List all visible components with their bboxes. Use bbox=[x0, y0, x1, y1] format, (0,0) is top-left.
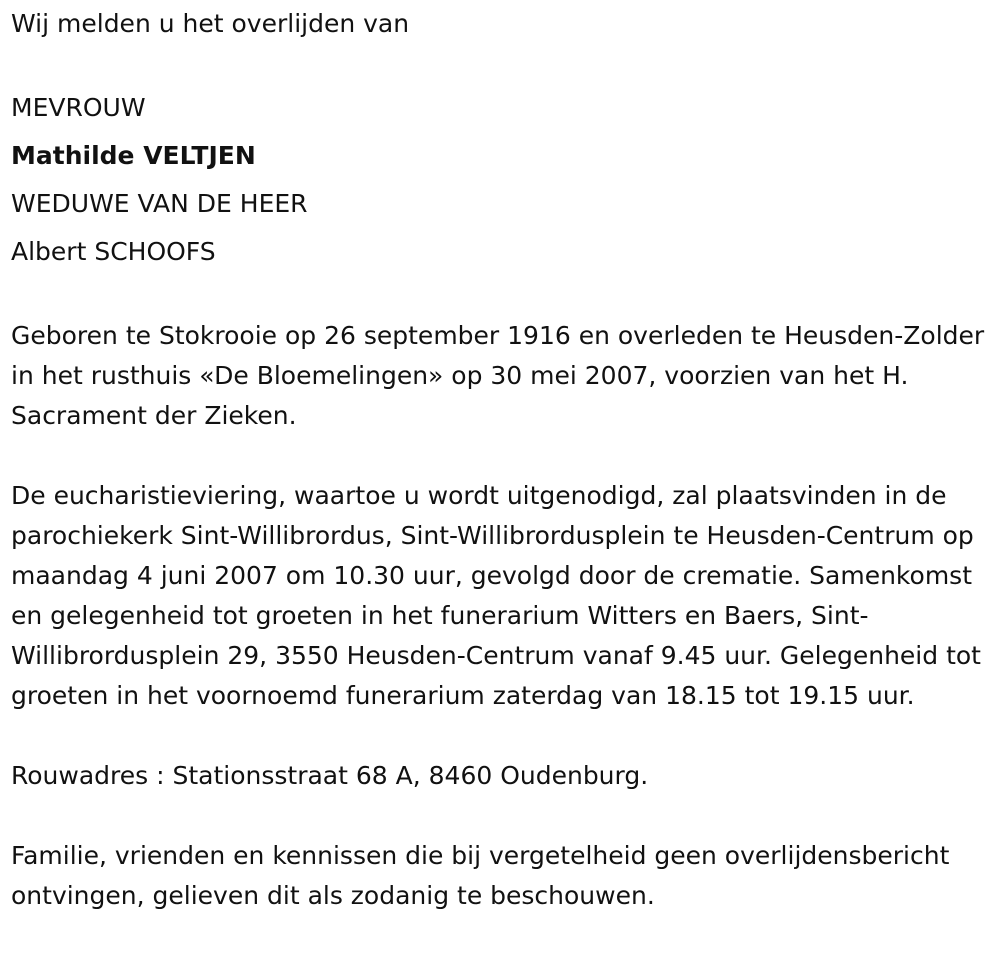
deceased-block bbox=[11, 84, 996, 276]
ceremony-paragraph: De eucharistieviering, waartoe u wordt uitgenodigd, zal plaatsvinden in de parochiekerk Sint-Willibrordus, Sint-Willibrordusplein te Heusden-Centrum op maandag 4 juni 2007 om 10.30 uur, gevolgd door de crematie. Samenkomst en gelegenheid tot groeten in het funerarium Witters en Baers, Sint-Willibrordusplein 29, 3550 Heusden-Centrum vanaf 9.45 uur. Gelegenheid tot groeten in het voornoemd funerarium zaterdag van 18.15 tot 19.15 uur. bbox=[11, 481, 981, 710]
death-notice bbox=[11, 4, 996, 916]
deceased-name: Mathilde VELTJEN bbox=[11, 141, 256, 170]
birth-death-paragraph: Geboren te Stokrooie op 26 september 1916 en overleden te Heusden-Zolder in het rusthuis «De Bloemelingen» op 30 mei 2007, voorzien van het H. Sacrament der Zieken. bbox=[11, 321, 985, 430]
honorific: MEVROUW bbox=[11, 93, 146, 122]
spouse-name: Albert SCHOOFS bbox=[11, 237, 216, 266]
mourning-address: Rouwadres : Stationsstraat 68 A, 8460 Oudenburg. bbox=[11, 761, 649, 790]
widow-of-line: WEDUWE VAN DE HEER bbox=[11, 189, 308, 218]
closing-paragraph: Familie, vrienden en kennissen die bij vergetelheid geen overlijdensbericht ontvingen, gelieven dit als zodanig te beschouwen. bbox=[11, 841, 950, 910]
intro-line: Wij melden u het overlijden van bbox=[11, 9, 410, 38]
